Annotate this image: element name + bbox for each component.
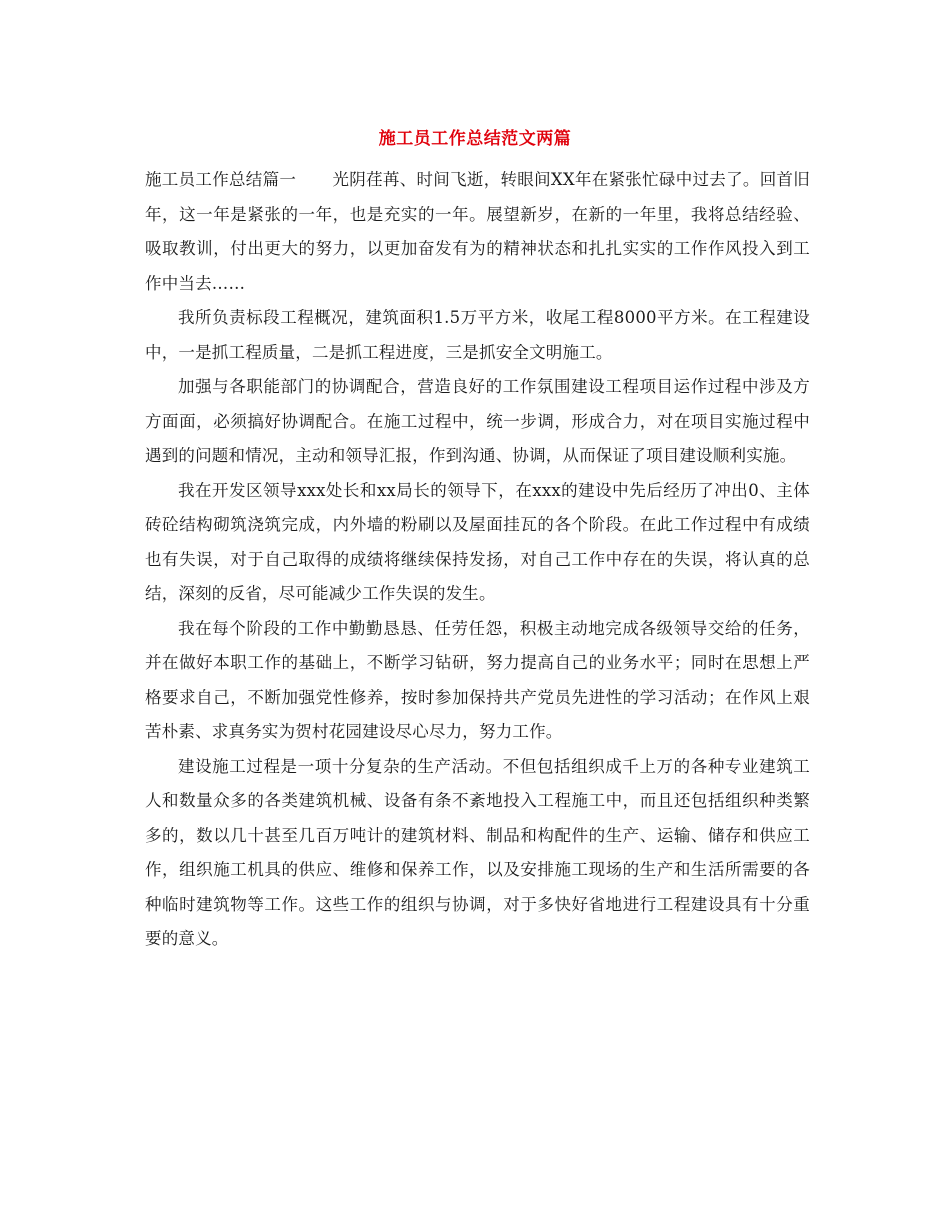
paragraph-3: 加强与各职能部门的协调配合，营造良好的工作氛围建设工程项目运作过程中涉及方方面面，必须搞好协调配合。在施工过程中，统一步调，形成合力，对在项目实施过程中遇到的问题和情况，主动和领导汇报，作到沟通、协调，从而保证了项目建设顺利实施。	[145, 377, 810, 465]
paragraph-1	[145, 163, 810, 301]
paragraph-1-text: 光阴荏苒、时间飞逝，转眼间XX年在紧张忙碌中过去了。回首旧年，这一年是紧张的一年，也是充实的一年。展望新岁，在新的一年里，我将总结经验、吸取教训，付出更大的努力，以更加奋发有为的精神状态和扎扎实实的工作作风投入到工作中当去……	[145, 170, 810, 293]
paragraph-5: 我在每个阶段的工作中勤勤恳恳、任劳任怨，积极主动地完成各级领导交给的任务，并在做好本职工作的基础上，不断学习钻研，努力提高自己的业务水平；同时在思想上严格要求自己，不断加强党性修养，按时参加保持共产党员先进性的学习活动；在作风上艰苦朴素、求真务实为贺村花园建设尽心尽力，努力工作。	[145, 618, 810, 741]
document-page	[145, 0, 815, 1230]
paragraph-6: 建设施工过程是一项十分复杂的生产活动。不但包括组织成千上万的各种专业建筑工人和数量众多的各类建筑机械、设备有条不紊地投入工程施工中，而且还包括组织种类繁多的，数以几十甚至几百万吨计的建筑材料、制品和构配件的生产、运输、储存和供应工作，组织施工机具的供应、维修和保养工作，以及安排施工现场的生产和生活所需要的各种临时建筑物等工作。这些工作的组织与协调，对于多快好省地进行工程建设具有十分重要的意义。	[145, 756, 810, 948]
paragraph-4: 我在开发区领导xxx处长和xx局长的领导下，在xxx的建设中先后经历了冲出0、主体砖砼结构砌筑浇筑完成，内外墙的粉刷以及屋面挂瓦的各个阶段。在此工作过程中有成绩也有失误，对于自己取得的成绩将继续保持发扬，对自己工作中存在的失误，将认真的总结，深刻的反省，尽可能减少工作失误的发生。	[145, 480, 810, 603]
paragraph-2: 我所负责标段工程概况，建筑面积1.5万平方米，收尾工程8000平方米。在工程建设中，一是抓工程质量，二是抓工程进度，三是抓安全文明施工。	[145, 308, 810, 362]
document-body	[145, 163, 810, 957]
section-label: 施工员工作总结篇一	[145, 170, 297, 189]
document-title: 施工员工作总结范文两篇	[378, 129, 572, 149]
